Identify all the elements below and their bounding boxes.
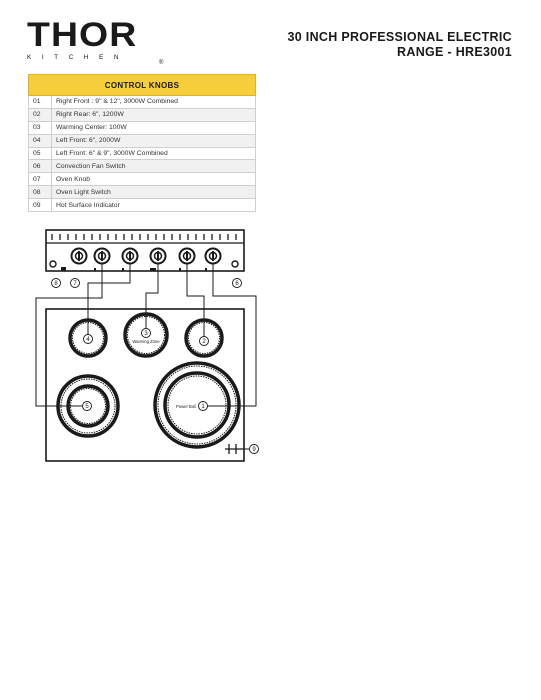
power-boil-label: Power Boil bbox=[175, 404, 197, 409]
oven-light-switch-icon bbox=[50, 261, 56, 267]
row-description: Left Front: 6" & 9", 3000W Combined bbox=[52, 147, 256, 160]
callout-4: 4 bbox=[86, 337, 90, 344]
row-description: Right Front : 9" & 12", 3000W Combined bbox=[52, 96, 256, 109]
fan-switch-icon bbox=[232, 261, 238, 267]
row-description: Oven Light Switch bbox=[52, 186, 256, 199]
callout-9: 9 bbox=[252, 447, 256, 454]
knob-icon bbox=[95, 249, 110, 264]
callout-6: 6 bbox=[235, 281, 239, 288]
callout-7: 7 bbox=[73, 281, 77, 288]
knob-icon bbox=[151, 249, 166, 264]
callout-2: 2 bbox=[202, 339, 206, 346]
knob-icon bbox=[206, 249, 221, 264]
knob-icon bbox=[180, 249, 195, 264]
row-number: 01 bbox=[29, 96, 52, 109]
title-line-1: 30 INCH PROFESSIONAL ELECTRIC bbox=[287, 30, 512, 44]
callout-3: 3 bbox=[144, 331, 148, 338]
row-description: Convection Fan Switch bbox=[52, 160, 256, 173]
row-description: Left Front: 6", 2000W bbox=[52, 134, 256, 147]
row-number: 03 bbox=[29, 121, 52, 134]
knob-icon bbox=[72, 249, 87, 264]
row-number: 02 bbox=[29, 108, 52, 121]
row-number: 05 bbox=[29, 147, 52, 160]
callout-1: 1 bbox=[201, 404, 205, 411]
oven-light-bulb-icon bbox=[61, 267, 66, 271]
row-number: 07 bbox=[29, 173, 52, 186]
logo-subtitle: KITCHEN bbox=[27, 54, 130, 61]
knob-icon bbox=[123, 249, 138, 264]
table-heading: CONTROL KNOBS bbox=[29, 75, 256, 96]
row-description: Oven Knob bbox=[52, 173, 256, 186]
logo-registered-mark: ® bbox=[159, 60, 164, 66]
callout-5: 5 bbox=[85, 404, 89, 411]
row-number: 09 bbox=[29, 199, 52, 212]
row-number: 06 bbox=[29, 160, 52, 173]
row-description: Hot Surface Indicator bbox=[52, 199, 256, 212]
row-description: Warming Center: 100W bbox=[52, 121, 256, 134]
row-number: 04 bbox=[29, 134, 52, 147]
callout-8: 8 bbox=[54, 281, 58, 288]
warming-zone-label: Warming Zone bbox=[132, 339, 160, 344]
logo-wordmark: THOR bbox=[27, 16, 138, 54]
row-description: Right Rear: 6", 1200W bbox=[52, 108, 256, 121]
row-number: 08 bbox=[29, 186, 52, 199]
title-line-2: RANGE - HRE3001 bbox=[397, 45, 512, 59]
